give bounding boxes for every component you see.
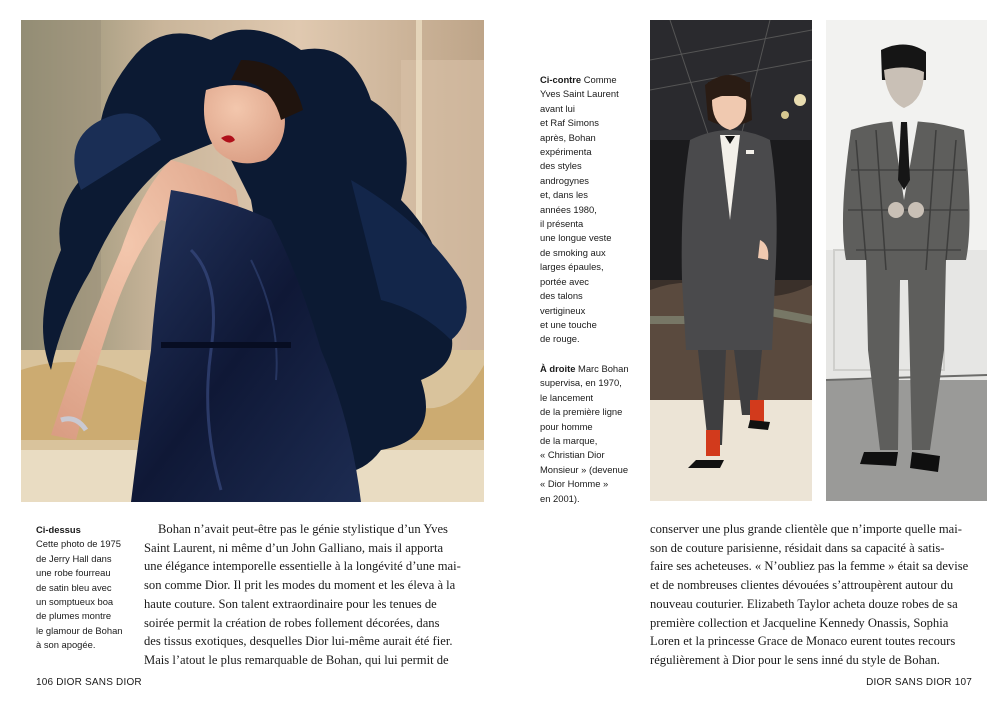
caption-line: « Christian Dior — [540, 449, 605, 461]
caption-opposite-label: Ci-contre — [540, 74, 582, 85]
body-line: première collection et Jacqueline Kennedy Onassis, Sophia — [650, 615, 949, 630]
caption-line: vertigineux — [540, 304, 586, 316]
body-line: son comme Dior. Il prit les modes du moment et les éleva à la — [144, 578, 456, 593]
caption-line: Monsieur » (devenue — [540, 463, 629, 475]
caption-line: une longue veste — [540, 232, 612, 244]
caption-line: des talons — [540, 290, 583, 302]
caption-above — [36, 523, 141, 653]
body-line: soirée permit la création de robes follement décorées, dans — [144, 615, 440, 630]
caption-line: de Jerry Hall dans — [36, 552, 112, 564]
caption-line: après, Bohan — [540, 131, 596, 143]
caption-above-label-line — [36, 523, 141, 537]
left-page-folio: 106 DIOR SANS DIOR — [36, 677, 142, 688]
caption-line: « Dior Homme » — [540, 478, 609, 490]
marc-bohan-photo-art — [826, 20, 987, 501]
caption-line: expérimenta — [540, 146, 592, 158]
body-line: faire ses acheteuses. « N’oubliez pas la femme » était sa devise — [650, 559, 969, 574]
caption-right-label: À droite — [540, 363, 576, 374]
caption-right-first-line — [540, 362, 640, 376]
runway-tuxedo-photo — [650, 20, 812, 501]
caption-line: portée avec — [540, 275, 589, 287]
caption-opposite-first-rest: Comme — [581, 74, 617, 85]
caption-line: de la première ligne — [540, 406, 623, 418]
body-line: Bohan n’avait peut-être pas le génie stylistique d’un Yves — [158, 522, 448, 536]
caption-line: des styles — [540, 160, 582, 172]
caption-line: une robe fourreau — [36, 567, 111, 579]
caption-line: avant lui — [540, 102, 575, 114]
caption-line: un somptueux boa — [36, 596, 114, 608]
caption-line: Cette photo de 1975 — [36, 538, 121, 550]
body-line: son de couture parisienne, résidait dans sa capacité à satis- — [650, 540, 945, 555]
caption-line: et Raf Simons — [540, 117, 599, 129]
caption-line: pour homme — [540, 420, 593, 432]
caption-line: de la marque, — [540, 435, 598, 447]
body-line: conserver une plus grande clientèle que n’importe quelle mai- — [650, 522, 962, 536]
right-page-folio: DIOR SANS DIOR 107 — [866, 677, 972, 688]
body-line: Saint Laurent, ni même d’un John Galliano, mais il apporta — [144, 540, 444, 555]
body-line: une élégance intemporelle essentielle à la longévité d’une mai- — [144, 559, 461, 574]
caption-line: et une touche — [540, 318, 597, 330]
caption-line: de plumes montre — [36, 610, 112, 622]
body-line: des tissus exotiques, desquelles Dior lui-même aurait été fier. — [144, 634, 453, 649]
caption-line: de rouge. — [540, 333, 580, 345]
caption-line: larges épaules, — [540, 261, 604, 273]
caption-line: de satin bleu avec — [36, 581, 112, 593]
left-body-text — [144, 520, 489, 670]
caption-line: le lancement — [540, 391, 594, 403]
caption-right-first-rest: Marc Bohan — [575, 363, 629, 374]
body-line: régulièrement à Dior pour le sens inné du style de Bohan. — [650, 652, 940, 667]
caption-line: en 2001). — [540, 492, 580, 504]
caption-line: supervisa, en 1970, — [540, 377, 622, 389]
caption-line: androgynes — [540, 174, 589, 186]
caption-line: Yves Saint Laurent — [540, 88, 619, 100]
caption-opposite-first-line — [540, 73, 640, 87]
caption-line: et, dans les — [540, 189, 588, 201]
caption-above-label: Ci-dessus — [36, 524, 81, 535]
caption-line: le glamour de Bohan — [36, 624, 123, 636]
caption-line: de smoking aux — [540, 246, 606, 258]
body-line: haute couture. Son talent extraordinaire pour les tenues de — [144, 596, 437, 611]
caption-line: années 1980, — [540, 203, 597, 215]
caption-line: il présenta — [540, 218, 584, 230]
runway-tuxedo-photo-art — [650, 20, 812, 501]
caption-opposite — [540, 73, 640, 347]
caption-line: à son apogée. — [36, 639, 96, 651]
body-line: nouveau couturier. Elizabeth Taylor acheta douze robes de sa — [650, 596, 958, 611]
body-line: Loren et la princesse Grace de Monaco eurent toutes recours — [650, 634, 956, 649]
right-body-text — [650, 520, 995, 670]
jerry-hall-photo-art — [21, 20, 484, 502]
jerry-hall-photo — [21, 20, 484, 502]
marc-bohan-photo — [826, 20, 987, 501]
caption-right — [540, 362, 640, 506]
body-line: et de nombreuses clientes dévouées s’attroupèrent autour du — [650, 578, 954, 593]
body-line: Mais l’atout le plus remarquable de Bohan, qui lui permit de — [144, 652, 449, 667]
